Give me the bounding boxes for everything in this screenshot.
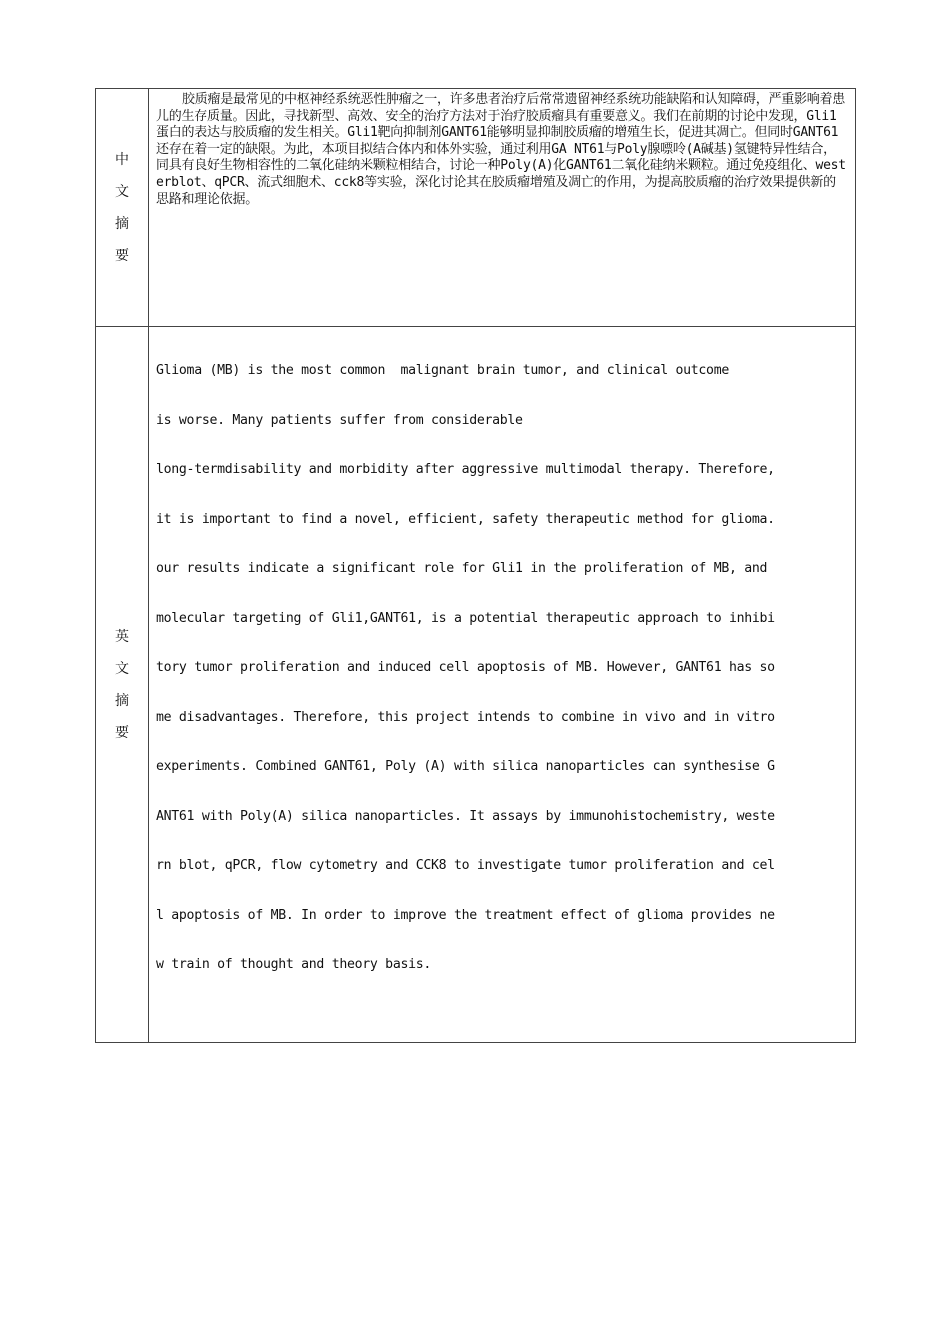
chinese-abstract-label: 中文摘要: [115, 151, 129, 264]
english-abstract-line: rn blot, qPCR, flow cytometry and CCK8 to investigate tumor proliferation and cel: [156, 858, 775, 873]
english-abstract-line: Glioma (MB) is the most common malignant brain tumor, and clinical outcome: [156, 363, 729, 378]
english-abstract-line: it is important to find a novel, efficient, safety therapeutic method for glioma.: [156, 511, 775, 527]
english-abstract-line: is worse. Many patients suffer from considerable: [156, 412, 523, 428]
english-abstract-line: tory tumor proliferation and induced cell apoptosis of MB. However, GANT61 has so: [156, 660, 775, 675]
english-abstract-text: [156, 330, 847, 1007]
english-abstract-content-cell: [149, 327, 856, 1043]
english-abstract-line: l apoptosis of MB. In order to improve the treatment effect of glioma provides ne: [156, 907, 775, 923]
english-abstract-line: ANT61 with Poly(A) silica nanoparticles. It assays by immunohistochemistry, weste: [156, 808, 775, 824]
english-abstract-label-cell: [96, 327, 149, 1043]
chinese-abstract-text: 胶质瘤是最常见的中枢神经系统恶性肿瘤之一，许多患者治疗后常常遗留神经系统功能缺陷和认知障碍，严重影响着患儿的生存质量。因此，寻找新型、高效、安全的治疗方法对于治疗胶质瘤具有重要意义。我们在前期的讨论中发现，Gli1蛋白的表达与胶质瘤的发生相关。Gli1靶向抑制剂GANT61能够明显抑制胶质瘤的增殖生长，促进其凋亡。但同时GANT61还存在着一定的缺限。为此，本项目拟结合体内和体外实验，通过利用GA NT61与Poly腺嘌呤(A碱基)氢键特异性结合，同具有良好生物相容性的二氧化硅纳米颗粒相结合，讨论一种Poly(A)化GANT61二氧化硅纳米颗粒。通过免疫组化、westerblot、qPCR、流式细胞术、cck8等实验，深化讨论其在胶质瘤增殖及凋亡的作用，为提高胶质瘤的治疗效果提供新的思路和理论依据。: [156, 92, 846, 207]
english-abstract-row: [96, 327, 856, 1043]
english-abstract-line: experiments. Combined GANT61, Poly (A) with silica nanoparticles can synthesise G: [156, 759, 775, 774]
english-abstract-line: w train of thought and theory basis.: [156, 957, 432, 972]
english-abstract-label: 英文摘要: [115, 628, 129, 741]
english-abstract-line: long-termdisability and morbidity after aggressive multimodal therapy. Therefore,: [156, 462, 775, 477]
chinese-abstract-row: [96, 89, 856, 327]
chinese-abstract-label-cell: [96, 89, 149, 327]
abstract-table: [95, 88, 856, 1043]
english-abstract-line: our results indicate a significant role for Gli1 in the proliferation of MB, and: [156, 561, 768, 576]
english-abstract-line: molecular targeting of Gli1,GANT61, is a potential therapeutic approach to inhibi: [156, 610, 775, 626]
chinese-abstract-content-cell: [149, 89, 856, 327]
english-abstract-line: me disadvantages. Therefore, this project intends to combine in vivo and in vitro: [156, 709, 775, 725]
